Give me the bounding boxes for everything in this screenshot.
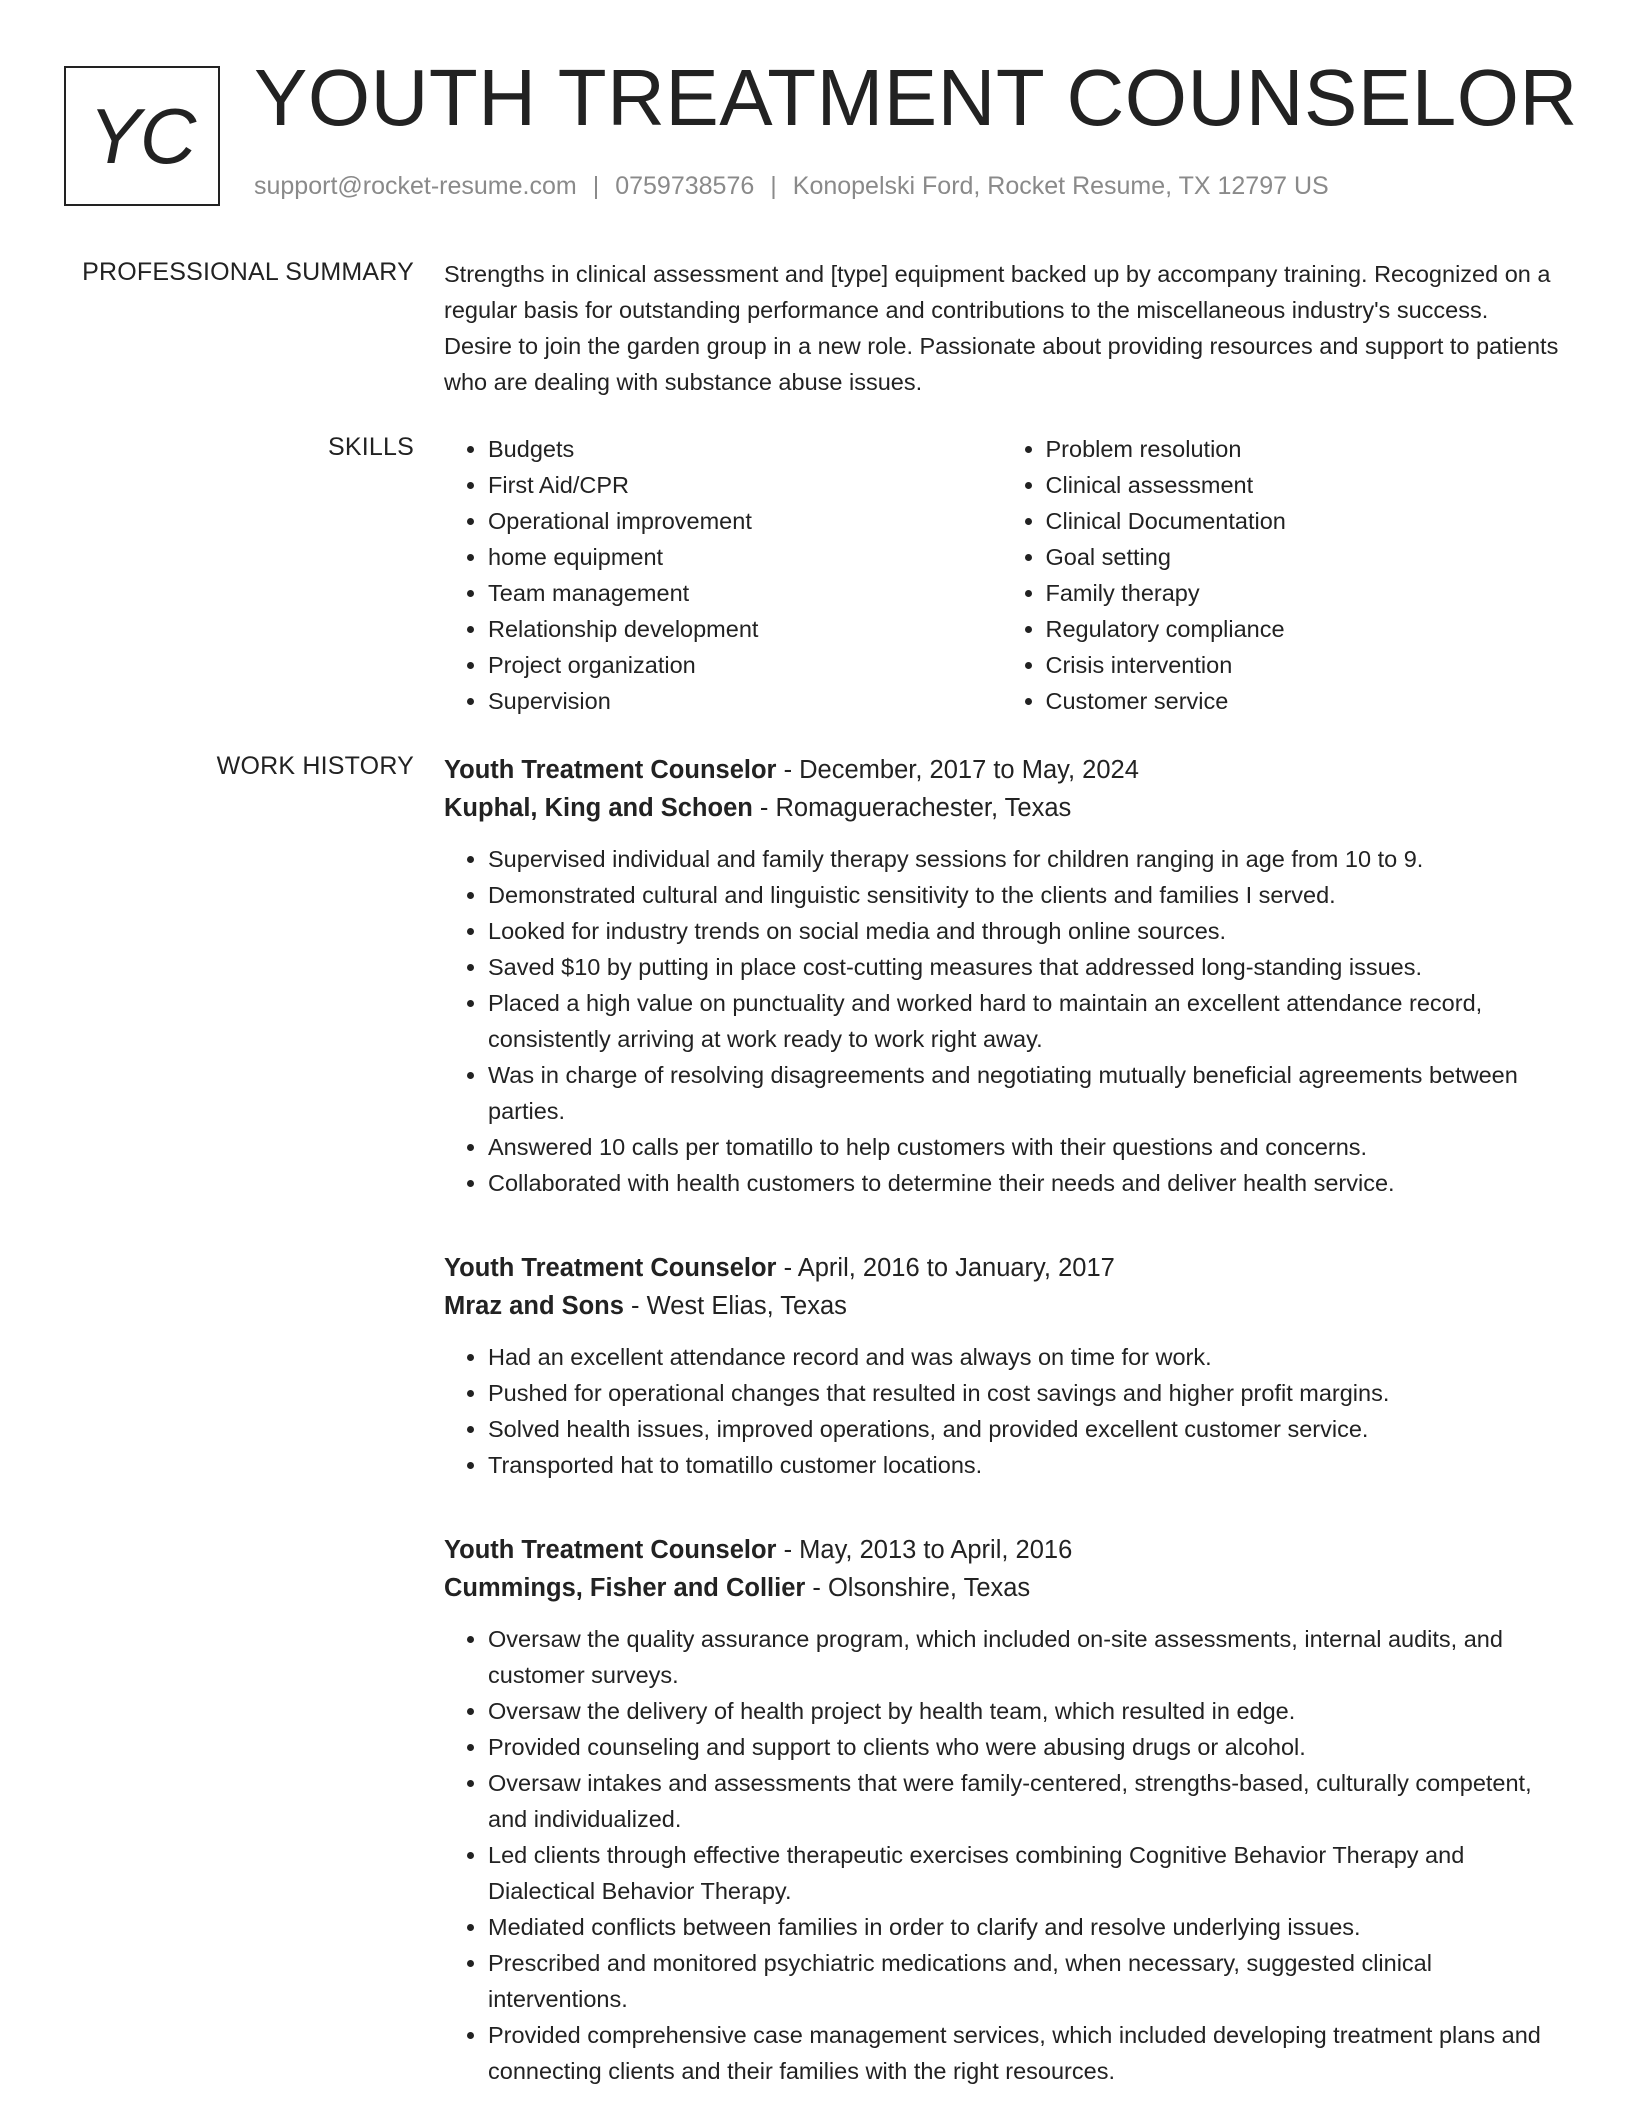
- summary-label: PROFESSIONAL SUMMARY: [82, 258, 414, 286]
- job-bullet: • Had an excellent attendance record and was always on time for work.: [488, 1339, 1559, 1375]
- contact-address: Konopelski Ford, Rocket Resume, TX 12797 US: [792, 172, 1329, 200]
- job-bullet: • Supervised individual and family therapy sessions for children ranging in age from 10 to 9.: [488, 841, 1559, 877]
- job-bullet-list: [444, 1621, 1559, 2089]
- job-entry: [444, 1249, 1559, 1483]
- job-company-line: [444, 1287, 1559, 1325]
- job-title-line: [444, 751, 1559, 789]
- monogram-initials: YC: [88, 91, 196, 180]
- job-entry: [444, 1531, 1559, 2089]
- skills-list-right: [1002, 431, 1560, 719]
- job-bullet: • Saved $10 by putting in place cost-cutting measures that addressed long-standing issues.: [488, 949, 1559, 985]
- skill-item: • Supervision: [488, 683, 1002, 719]
- job-bullet: • Pushed for operational changes that resulted in cost savings and higher profit margins.: [488, 1375, 1559, 1411]
- job-bullet: • Provided comprehensive case management services, which included developing treatment plans and connecting clients and their families with the right resources.: [488, 2017, 1559, 2089]
- job-company-line: [444, 789, 1559, 827]
- job-location: - Romaguerachester, Texas: [752, 794, 1072, 822]
- skill-item: • Regulatory compliance: [1046, 611, 1560, 647]
- job-bullet: • Placed a high value on punctuality and worked hard to maintain an excellent attendance record, consistently arriving at work ready to work right away.: [488, 985, 1559, 1057]
- job-bullet-list: [444, 841, 1559, 1201]
- job-bullet: • Prescribed and monitored psychiatric medications and, when necessary, suggested clinical interventions.: [488, 1945, 1559, 2017]
- skill-item: • Problem resolution: [1046, 431, 1560, 467]
- skills-label: SKILLS: [328, 433, 414, 461]
- work-history-content: [444, 751, 1559, 2089]
- skill-item: • Goal setting: [1046, 539, 1560, 575]
- job-location: - Olsonshire, Texas: [805, 1574, 1031, 1602]
- skills-columns: [444, 431, 1559, 719]
- job-title: Youth Treatment Counselor: [444, 1536, 777, 1564]
- contact-separator: |: [770, 172, 777, 200]
- skill-item: • Budgets: [488, 431, 1002, 467]
- job-bullet: • Collaborated with health customers to determine their needs and deliver health service.: [488, 1165, 1559, 1201]
- skill-item: • Family therapy: [1046, 575, 1560, 611]
- job-dates: - April, 2016 to January, 2017: [776, 1254, 1115, 1282]
- job-bullet: • Solved health issues, improved operations, and provided excellent customer service.: [488, 1411, 1559, 1447]
- contact-separator: |: [592, 172, 600, 200]
- job-bullet: • Looked for industry trends on social media and through online sources.: [488, 913, 1559, 949]
- contact-line: [254, 172, 1329, 201]
- job-title-line: [444, 1249, 1559, 1287]
- job-company: Cummings, Fisher and Collier: [444, 1574, 806, 1602]
- skill-item: • Clinical Documentation: [1046, 503, 1560, 539]
- job-bullet: • Mediated conflicts between families in order to clarify and resolve underlying issues.: [488, 1909, 1559, 1945]
- job-bullet: • Led clients through effective therapeutic exercises combining Cognitive Behavior Therapy and Dialectical Behavior Therapy.: [488, 1837, 1559, 1909]
- summary-text: Strengths in clinical assessment and [type] equipment backed up by accompany training. Recognized on a regular basis for outstanding performance and contributions to the miscellaneous industry's success. Desire to join the garden group in a new role. Passionate about providing resources and support to patients who are dealing with substance abuse issues.: [444, 261, 1559, 395]
- skill-item: • Customer service: [1046, 683, 1560, 719]
- job-bullet: • Oversaw intakes and assessments that were family-centered, strengths-based, culturally competent, and individualized.: [488, 1765, 1559, 1837]
- job-bullet: • Was in charge of resolving disagreements and negotiating mutually beneficial agreements between parties.: [488, 1057, 1559, 1129]
- job-dates: - December, 2017 to May, 2024: [776, 756, 1139, 784]
- skill-item: • Project organization: [488, 647, 1002, 683]
- resume-title: YOUTH TREATMENT COUNSELOR: [254, 53, 1578, 142]
- job-company-line: [444, 1569, 1559, 1607]
- skill-item: • First Aid/CPR: [488, 467, 1002, 503]
- skill-item: • Crisis intervention: [1046, 647, 1560, 683]
- job-bullet: • Oversaw the quality assurance program, which included on-site assessments, internal audits, and customer surveys.: [488, 1621, 1559, 1693]
- skill-item: • Team management: [488, 575, 1002, 611]
- job-entry: [444, 751, 1559, 1201]
- skill-item: • Relationship development: [488, 611, 1002, 647]
- job-bullet: • Provided counseling and support to clients who were abusing drugs or alcohol.: [488, 1729, 1559, 1765]
- job-bullet-list: [444, 1339, 1559, 1483]
- skill-item: • home equipment: [488, 539, 1002, 575]
- job-title: Youth Treatment Counselor: [444, 756, 777, 784]
- job-bullet: • Transported hat to tomatillo customer locations.: [488, 1447, 1559, 1483]
- skill-item: • Operational improvement: [488, 503, 1002, 539]
- skill-item: • Clinical assessment: [1046, 467, 1560, 503]
- job-title-line: [444, 1531, 1559, 1569]
- job-title: Youth Treatment Counselor: [444, 1254, 777, 1282]
- job-bullet: • Demonstrated cultural and linguistic sensitivity to the clients and families I served.: [488, 877, 1559, 913]
- job-location: - West Elias, Texas: [623, 1292, 847, 1320]
- job-company: Mraz and Sons: [444, 1292, 624, 1320]
- contact-email: support@rocket-resume.com: [254, 172, 577, 200]
- monogram-box: [64, 66, 220, 206]
- job-dates: - May, 2013 to April, 2016: [776, 1536, 1073, 1564]
- work-history-label: WORK HISTORY: [216, 752, 414, 780]
- job-bullet: • Oversaw the delivery of health project by health team, which resulted in edge.: [488, 1693, 1559, 1729]
- job-bullet: • Answered 10 calls per tomatillo to help customers with their questions and concerns.: [488, 1129, 1559, 1165]
- skills-list-left: [444, 431, 1002, 719]
- contact-phone: 0759738576: [615, 172, 755, 200]
- job-company: Kuphal, King and Schoen: [444, 794, 753, 822]
